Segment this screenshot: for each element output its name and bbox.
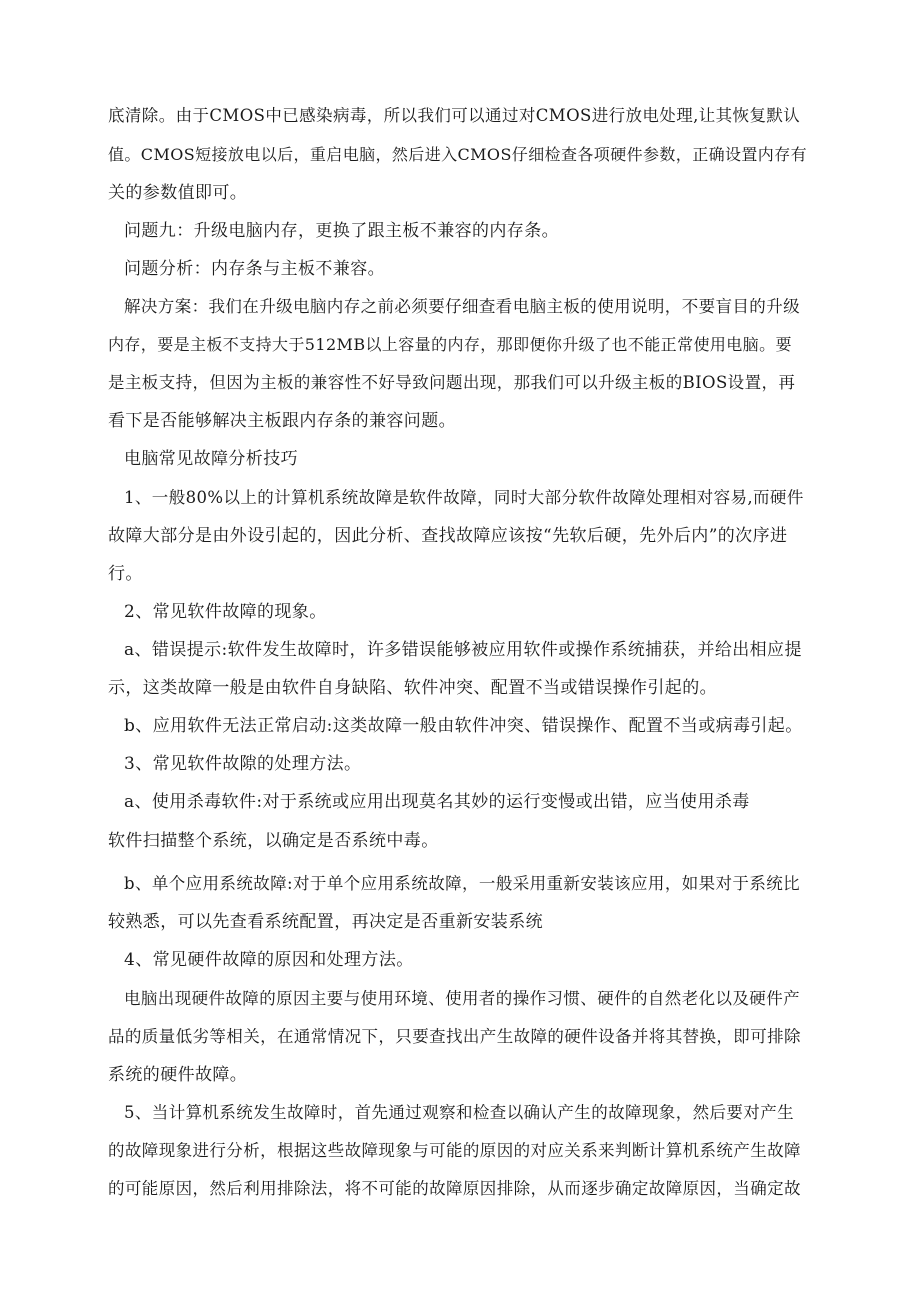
paragraph-line: b、应用软件无法正常启动:这类故障一般由软件冲突、错误操作、配置不当或病毒引起。 [124,716,803,736]
paragraph-line: 值。CMOS短接放电以后，重启电脑，然后进入CMOS仔细检查各项硬件参数，正确设置内存有 [108,145,808,164]
paragraph-line: 5、当计算机系统发生故障时，首先通过观察和检查以确认产生的故障现象，然后要对产生 [124,1103,794,1122]
paragraph-line: 是主板支持，但因为主板的兼容性不好导致问题出现，那我们可以升级主板的BIOS设置，再 [108,373,796,392]
paragraph-line: 的故障现象进行分析，根据这些故障现象与可能的原因的对应关系来判断计算机系统产生故障 [108,1141,801,1160]
paragraph-line: 电脑出现硬件故障的原因主要与使用环境、使用者的操作习惯、硬件的自然老化以及硬件产 [124,989,800,1008]
paragraph-line: 3、常见软件故隙的处理方法。 [124,754,362,774]
paragraph-line: 问题分析：内存条与主板不兼容。 [124,259,385,279]
paragraph-line: 1、一般80%以上的计算机系统故障是软件故障，同时大部分软件故障处理相对容易,而硬件 [124,488,804,507]
paragraph-line: 品的质量低劣等相关，在通常情况下，只要查找出产生故障的硬件设备并将其替换，即可排除 [108,1027,801,1046]
paragraph-line: 关的参数值即可。 [108,183,248,203]
paragraph-line: 故障大部分是由外设引起的，因此分析、查找故障应该按“先软后硬，先外后内”的次序进 [108,526,788,546]
paragraph-line: 4、常见硬件故障的原因和处理方法。 [124,950,414,970]
paragraph-line: 问题九：升级电脑内存，更换了跟主板不兼容的内存条。 [124,221,559,241]
paragraph-line: a、使用杀毒软件:对于系统或应用出现莫名其妙的运行变慢或出错，应当使用杀毒 [124,792,750,812]
paragraph-line: 内存，要是主板不支持大于512MB以上容量的内存，那即便你升级了也不能正常使用电脑。要 [108,335,792,354]
paragraph-line: 行。 [108,564,143,584]
paragraph-line: a、错误提示:软件发生故障时，许多错误能够被应用软件或操作系统捕获，并给出相应提 [124,640,802,660]
paragraph-line: 看下是否能够解决主板跟内存条的兼容问题。 [108,411,456,431]
paragraph-line: 系统的硬件故障。 [108,1065,248,1085]
paragraph-line: 较熟悉，可以先查看系统配置，再决定是否重新安装系统 [108,912,543,932]
paragraph-line: 的可能原因，然后利用排除法，将不可能的故障原因排除，从而逐步确定故障原因，当确定故 [108,1179,801,1198]
section-heading: 电脑常见故障分析技巧 [124,449,298,469]
paragraph-line: 底清除。由于CMOS中已感染病毒，所以我们可以通过对CMOS进行放电处理,让其恢复默认 [108,106,801,125]
paragraph-line: 示，这类故障一般是由软件自身缺陷、软件冲突、配置不当或错误操作引起的。 [108,678,717,698]
paragraph-line: 解决方案：我们在升级电脑内存之前必须要仔细查看电脑主板的使用说明，不要盲目的升级 [124,297,800,316]
paragraph-line: 2、常见软件故障的现象。 [124,602,327,622]
paragraph-line: b、单个应用系统故障:对于单个应用系统故障，一般采用重新安装该应用，如果对于系统比 [124,874,801,893]
paragraph-line: 软件扫描整个系统，以确定是否系统中毒。 [108,831,439,851]
